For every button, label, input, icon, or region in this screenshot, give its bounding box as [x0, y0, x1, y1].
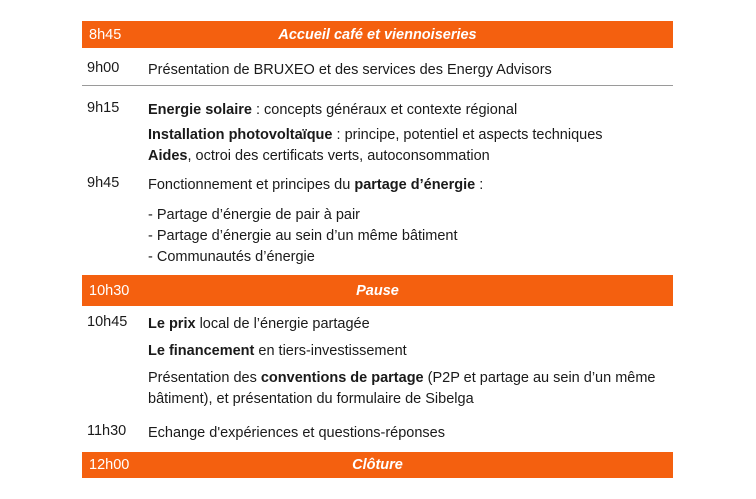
bullet-item: - Partage d’énergie au sein d’un même bâtiment — [148, 228, 458, 244]
session-title: Pause — [356, 282, 399, 299]
topic-text: en tiers-investissement — [254, 343, 407, 359]
topic-text: : principe, potentiel et aspects techniques — [332, 127, 603, 143]
topic-bold: Installation photovoltaïque — [148, 127, 333, 143]
bullet-item: - Partage d’énergie de pair à pair — [148, 207, 360, 223]
bullet-item: - Communautés d’énergie — [148, 249, 315, 265]
session-title: Accueil café et viennoiseries — [278, 26, 477, 43]
agenda-row-arrival — [82, 21, 673, 48]
time-label: 8h45 — [89, 26, 122, 43]
agenda-row-pause — [82, 275, 673, 306]
topic-bold: conventions de partage — [260, 370, 424, 386]
topic-bold: Energie solaire — [148, 102, 252, 118]
agenda-row-closing — [82, 452, 673, 478]
time-label: 10h30 — [89, 282, 130, 299]
topic-text: local de l’énergie partagée — [195, 316, 370, 332]
session-text: Présentation de BRUXEO et des services des Energy Advisors — [148, 62, 552, 78]
topic-text: Présentation des — [148, 370, 261, 386]
topic-text: : — [475, 177, 484, 193]
time-label: 9h15 — [87, 100, 120, 116]
topic-text: (P2P et partage au sein d’un même — [423, 370, 656, 386]
time-label: 9h45 — [87, 175, 120, 191]
topic-bold: Le prix — [148, 316, 196, 332]
time-label: 9h00 — [87, 60, 120, 76]
topic-text: , octroi des certificats verts, autoconsommation — [187, 148, 490, 164]
topic-text: Fonctionnement et principes du — [148, 177, 355, 193]
topic-bold: Aides — [148, 148, 188, 164]
topic-text: bâtiment), et présentation du formulaire de Sibelga — [148, 391, 474, 407]
topic-bold: partage d’énergie — [354, 177, 476, 193]
session-title: Clôture — [352, 457, 403, 473]
time-label: 11h30 — [87, 423, 127, 439]
session-text: Echange d'expériences et questions-réponses — [148, 425, 445, 441]
time-label: 10h45 — [87, 314, 128, 330]
separator-line — [82, 85, 673, 86]
topic-text: : concepts généraux et contexte régional — [251, 102, 518, 118]
time-label: 12h00 — [89, 457, 130, 473]
topic-bold: Le financement — [148, 343, 255, 359]
